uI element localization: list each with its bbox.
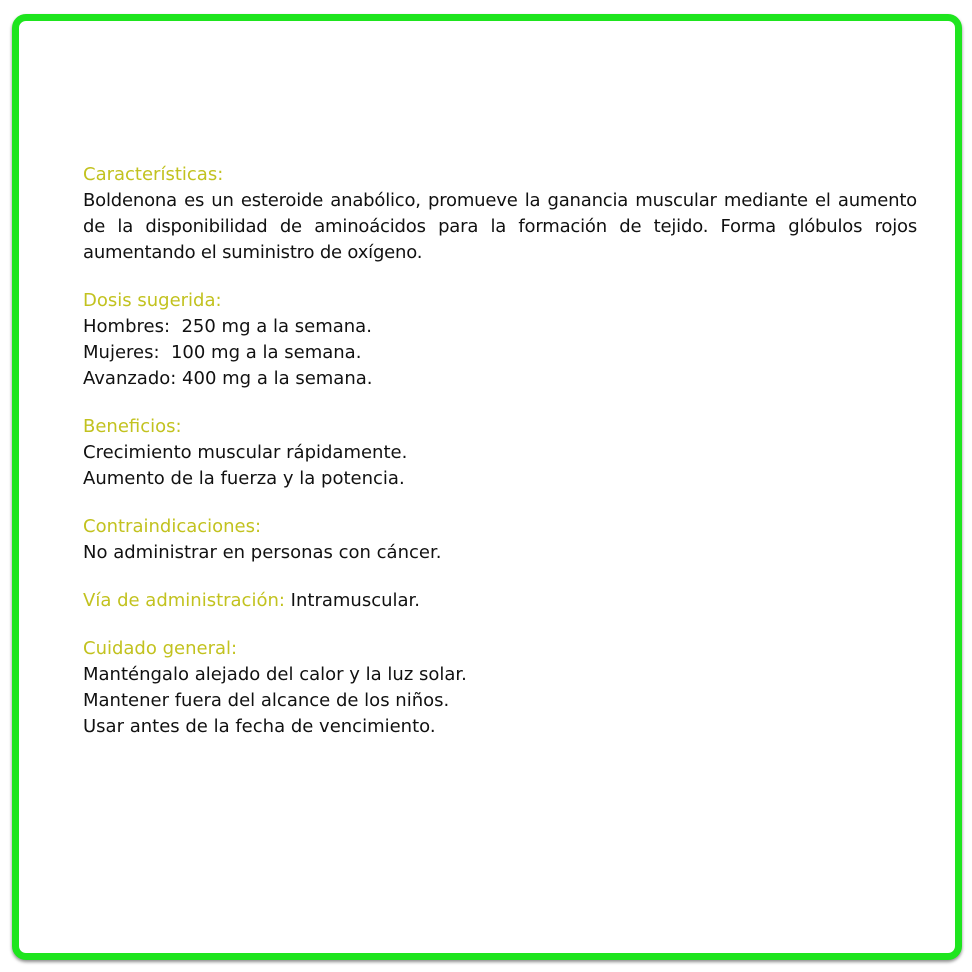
dosis-line: Avanzado: 400 mg a la semana.: [83, 368, 373, 389]
via-text: Intramuscular.: [290, 590, 421, 611]
section-caracteristicas: [83, 162, 917, 266]
cuidado-line: Manténgalo alejado del calor y la luz solar.: [83, 664, 467, 685]
section-cuidado: [83, 636, 917, 740]
beneficios-line: Aumento de la fuerza y la potencia.: [83, 468, 405, 489]
contraindicaciones-line: No administrar en personas con cáncer.: [83, 542, 442, 563]
section-dosis: [83, 288, 917, 392]
cuidado-line: Mantener fuera del alcance de los niños.: [83, 690, 450, 711]
cuidado-line: Usar antes de la fecha de vencimiento.: [83, 716, 436, 737]
beneficios-line: Crecimiento muscular rápidamente.: [83, 442, 408, 463]
contraindicaciones-heading: Contraindicaciones:: [83, 516, 262, 537]
dosis-line: Hombres: 250 mg a la semana.: [83, 316, 372, 337]
caracteristicas-heading: Características:: [83, 164, 224, 185]
section-beneficios: [83, 414, 917, 492]
beneficios-heading: Beneficios:: [83, 416, 182, 437]
via-heading: Vía de administración:: [83, 590, 285, 611]
caracteristicas-text: Boldenona es un esteroide anabólico, promueve la ganancia muscular mediante el aumento de la disponibilidad de aminoácidos para la formación de tejido. Forma glóbulos rojos aumentando el suministro de oxígeno.: [83, 190, 917, 263]
dosis-heading: Dosis sugerida:: [83, 290, 222, 311]
section-via: [83, 588, 917, 614]
product-info-document: [83, 162, 917, 762]
section-contraindicaciones: [83, 514, 917, 566]
dosis-line: Mujeres: 100 mg a la semana.: [83, 342, 362, 363]
via-line: [83, 588, 917, 614]
cuidado-heading: Cuidado general:: [83, 638, 238, 659]
